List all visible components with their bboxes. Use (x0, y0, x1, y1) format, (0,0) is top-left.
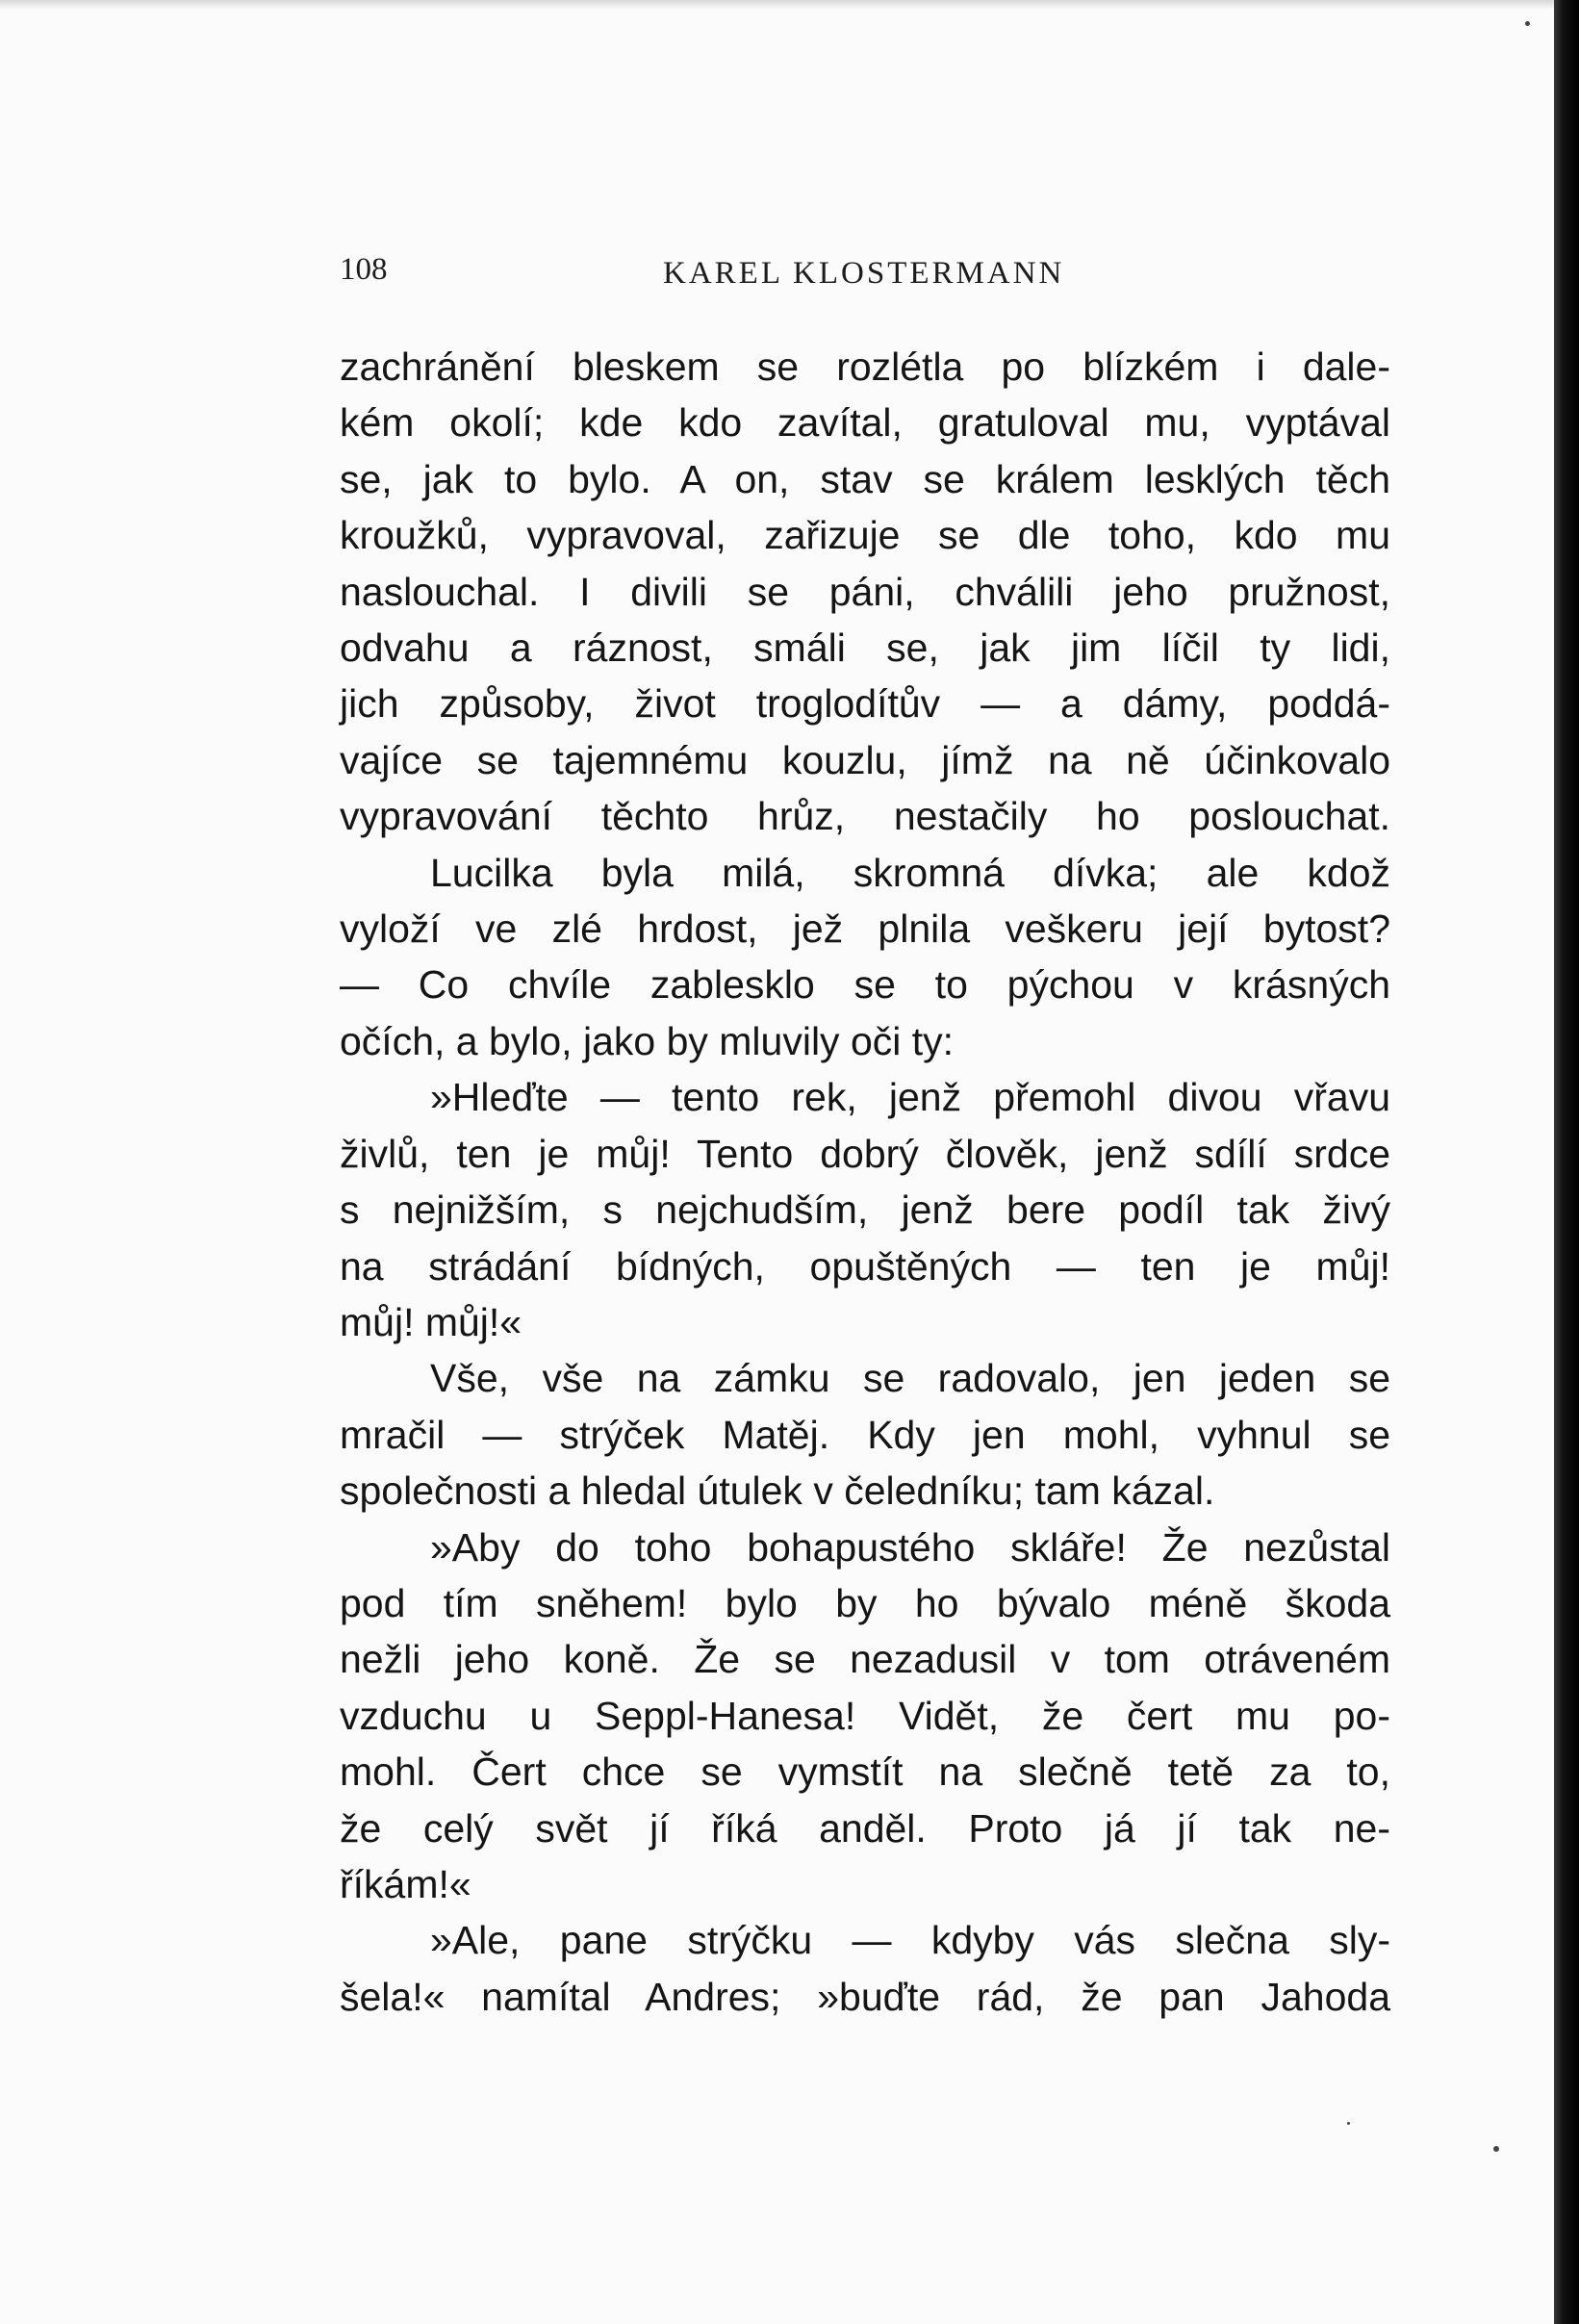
text-line: »Aby do toho bohapustého skláře! Že nezůstal (430, 1524, 1390, 1570)
speck (1347, 2122, 1350, 2125)
text-line: — Co chvíle zablesklo se to pýchou v krásných (340, 962, 1390, 1008)
paragraph (340, 1350, 1390, 1519)
text-line: kém okolí; kde kdo zavítal, gratuloval mu, vyptával (340, 400, 1390, 446)
running-head: KAREL KLOSTERMANN (663, 256, 1065, 291)
page-header (340, 246, 1388, 304)
text-line: zachránění bleskem se rozlétla po blízkém i dale- (340, 345, 1390, 389)
speck (1493, 2146, 1499, 2152)
paragraph (340, 339, 1390, 845)
text-line: vzduchu u Seppl-Hanesa! Vidět, že čert mu po- (340, 1693, 1390, 1738)
text-line: nežli jeho koně. Že se nezadusil v tom otráveném (340, 1637, 1390, 1682)
speck (1525, 21, 1530, 26)
text-line: pod tím sněhem! bylo by ho bývalo méně škoda (340, 1580, 1390, 1625)
text-line: Lucilka byla milá, skromná dívka; ale kdož (430, 850, 1390, 895)
text-line: říkám!« (340, 1861, 471, 1906)
text-line: »Hleďte — tento rek, jenž přemohl divou vřavu (430, 1075, 1390, 1120)
text-line: odvahu a ráznost, smáli se, jak jim líčil ty lidi, (340, 626, 1390, 671)
scan-right-edge (1554, 0, 1579, 2324)
text-line: se, jak to bylo. A on, stav se králem lesklých těch (340, 456, 1390, 501)
text-line: společnosti a hledal útulek v čeledníku; tam kázal. (340, 1468, 1215, 1514)
text-line: jich způsoby, život troglodítův — a dámy, poddá- (340, 681, 1390, 727)
paragraph (340, 1069, 1390, 1350)
paragraph (340, 1912, 1390, 2025)
text-line: vajíce se tajemnému kouzlu, jímž na ně účinkovalo (340, 737, 1390, 782)
text-line: s nejnižším, s nejchudším, jenž bere podíl tak živý (340, 1188, 1390, 1233)
text-line: živlů, ten je můj! Tento dobrý člověk, jenž sdílí srdce (340, 1131, 1390, 1176)
text-line: mohl. Čert chce se vymstít na slečně tetě za to, (340, 1749, 1390, 1795)
text-line: Vše, vše na zámku se radovalo, jen jeden se (430, 1356, 1390, 1401)
paragraph (340, 1520, 1390, 1913)
text-line: že celý svět jí říká anděl. Proto já jí tak ne- (340, 1805, 1390, 1851)
text-line: na strádání bídných, opuštěných — ten je můj! (340, 1243, 1390, 1289)
text-line: můj! můj!« (340, 1299, 522, 1344)
text-line: kroužků, vypravoval, zařizuje se dle toho, kdo mu (340, 513, 1390, 558)
paragraph (340, 845, 1390, 1070)
text-line: vypravování těchto hrůz, nestačily ho poslouchat. (340, 794, 1390, 839)
text-line: naslouchal. I divili se páni, chválili jeho pružnost, (340, 569, 1390, 614)
body-text (340, 339, 1390, 2025)
text-line: »Ale, pane strýčku — kdyby vás slečna sly- (430, 1918, 1390, 1963)
text-line: mračil — strýček Matěj. Kdy jen mohl, vyhnul se (340, 1412, 1390, 1457)
scan-top-edge (0, 0, 1579, 10)
text-line: očích, a bylo, jako by mluvily oči ty: (340, 1018, 955, 1063)
text-line: šela!« namítal Andres; »buďte rád, že pan Jahoda (340, 1974, 1390, 2019)
text-line: vyloží ve zlé hrdost, jež plnila veškeru její bytost? (340, 907, 1390, 952)
page-number: 108 (340, 252, 388, 287)
